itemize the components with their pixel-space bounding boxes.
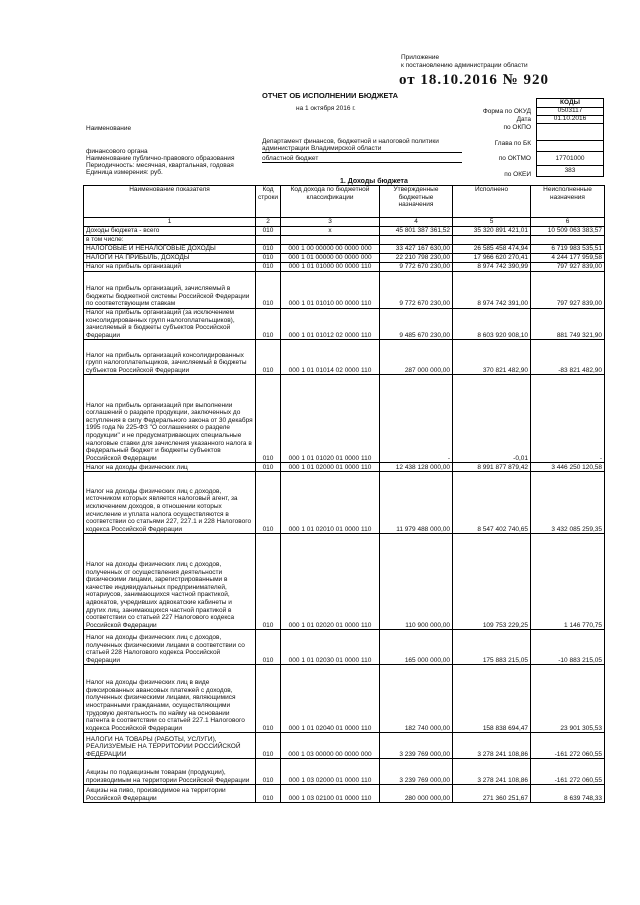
row-code: 000 1 00 00000 00 0000 000: [281, 245, 380, 254]
dept-line-1: Департамент финансов, бюджетной и налоговой политики: [262, 138, 439, 145]
table-row: [84, 630, 605, 665]
table-row: [84, 463, 605, 472]
date-value: 01.10.2016: [536, 115, 604, 124]
table-row: [84, 309, 605, 340]
row-done: 271 360 251,67: [453, 785, 531, 803]
table-row: [84, 272, 605, 309]
glava-label: Глава по БК: [494, 140, 531, 147]
row-name: Налог на доходы физических лиц с доходов, источником которых является налоговый агент, за исключением доходов, в отношении которых исчисление и уплата налога осуществляются в соответствии со статьями 227, 227.1 и 228 Налогового кодекса Российской Федерации: [84, 472, 256, 534]
row-name: НАЛОГОВЫЕ И НЕНАЛОГОВЫЕ ДОХОДЫ: [84, 245, 256, 254]
table-row: [84, 263, 605, 272]
table-row: [84, 785, 605, 803]
row-code: 000 1 01 01020 01 0000 110: [281, 375, 380, 463]
section-title: 1. Доходы бюджета: [340, 178, 408, 185]
row-approved: 3 239 769 000,00: [380, 759, 453, 785]
col-number: 4: [380, 218, 453, 227]
row-left: -: [531, 375, 605, 463]
row-approved: 9 485 670 230,00: [380, 309, 453, 340]
row-code: 000 1 01 02040 01 0000 110: [281, 665, 380, 733]
row-approved: 287 000 000,00: [380, 340, 453, 375]
row-name: Налог на прибыль организаций при выполнении соглашений о разделе продукции, заключенных до вступления в силу Федерального закона от 30 декабря 1995 года № 225-ФЗ "О соглашениях о разделе продукции" и не предусматривающих специальные налоговые ставки для зачисления указанного налога в федеральный бюджет и бюджеты субъектов Российской Федерации: [84, 375, 256, 463]
row-line: 010: [256, 375, 281, 463]
row-approved: -: [380, 375, 453, 463]
col-number: 6: [531, 218, 605, 227]
row-name: Налог на доходы физических лиц в виде фиксированных авансовых платежей с доходов, полученных физическими лицами, являющимися иностранными гражданами, осуществляющими трудовую деятельность по найму на основании патента в соответствии со статьей 227.1 Налогового кодекса Российской Федерации: [84, 665, 256, 733]
row-name: НАЛОГИ НА ПРИБЫЛЬ, ДОХОДЫ: [84, 254, 256, 263]
table-row: [84, 340, 605, 375]
row-done: 8 974 742 390,99: [453, 263, 531, 272]
row-approved: 110 900 000,00: [380, 534, 453, 630]
row-name: Налог на прибыль организаций (за исключением консолидированных групп налогоплательщиков), зачисляемый в бюджеты субъектов Российской Федерации: [84, 309, 256, 340]
row-done: 3 278 241 108,86: [453, 733, 531, 759]
row-line: 010: [256, 759, 281, 785]
row-approved: 9 772 670 230,00: [380, 263, 453, 272]
row-code: 000 1 01 01010 00 0000 110: [281, 272, 380, 309]
appendix-note: [401, 54, 528, 70]
okei-label: по ОКЕИ: [504, 171, 531, 178]
row-left: 797 927 839,00: [531, 263, 605, 272]
budget-name: областной бюджет: [262, 155, 462, 163]
row-line: 010: [256, 272, 281, 309]
row-done: 8 991 877 879,42: [453, 463, 531, 472]
row-done: 8 547 402 740,65: [453, 472, 531, 534]
row-line: 010: [256, 309, 281, 340]
row-done: 8 974 742 391,00: [453, 272, 531, 309]
row-done: -0,01: [453, 375, 531, 463]
row-approved: 22 210 798 230,00: [380, 254, 453, 263]
table-row: [84, 254, 605, 263]
forma-value: 0503117: [536, 107, 604, 116]
row-line: 010: [256, 472, 281, 534]
row-done: 3 278 241 108,86: [453, 759, 531, 785]
row-line: 010: [256, 785, 281, 803]
row-name: Налог на прибыль организаций консолидированных групп налогоплательщиков, зачисляемый в бюджеты субъектов Российской Федерации: [84, 340, 256, 375]
row-code: 000 1 01 02030 01 0000 110: [281, 630, 380, 665]
row-left: -161 272 060,55: [531, 733, 605, 759]
row-left: 1 146 770,75: [531, 534, 605, 630]
col-header-line: Код строки: [256, 186, 281, 218]
row-approved: 165 000 000,00: [380, 630, 453, 665]
row-name: Акцизы на пиво, производимое на территории Российской Федерации: [84, 785, 256, 803]
row-left: 3 446 250 120,58: [531, 463, 605, 472]
row-line: 010: [256, 227, 281, 236]
row-name: Налог на прибыль организаций: [84, 263, 256, 272]
report-date: на 1 октября 2016 г.: [296, 105, 356, 112]
meta-ppo: Наименование публично-правового образования: [86, 155, 235, 162]
oktmo-label: по ОКТМО: [498, 155, 531, 162]
col-number: 1: [84, 218, 256, 227]
row-approved: 12 438 128 000,00: [380, 463, 453, 472]
col-number: 5: [453, 218, 531, 227]
appendix-line-2: к постановлению администрации области: [401, 62, 528, 69]
table-row: [84, 236, 605, 245]
row-name: Доходы бюджета - всего: [84, 227, 256, 236]
row-line: 010: [256, 733, 281, 759]
row-code: x: [281, 227, 380, 236]
row-line: 010: [256, 340, 281, 375]
row-line: [256, 236, 281, 245]
row-left: 797 927 839,00: [531, 272, 605, 309]
table-row: [84, 375, 605, 463]
meta-naim: Наименование: [86, 125, 132, 132]
row-name: Налог на доходы физических лиц с доходов, полученных от осуществления деятельности физическими лицами, зарегистрированными в качестве индивидуальных предпринимателей, нотариусов, занимающихся частной практикой, адвокатов, учредивших адвокатские кабинеты и других лиц, занимающихся частной практикой в соответствии со статьей 227 Налогового кодекса Российской Федерации: [84, 534, 256, 630]
okpo-label: по ОКПО: [503, 124, 531, 131]
row-line: 010: [256, 665, 281, 733]
row-code: [281, 236, 380, 245]
row-left: 10 509 063 383,57: [531, 227, 605, 236]
revenue-table: [83, 185, 605, 803]
table-row: [84, 534, 605, 630]
col-header-approved: Утвержденные бюджетные назначения: [380, 186, 453, 218]
row-code: 000 1 01 02010 01 0000 110: [281, 472, 380, 534]
row-approved: 45 801 387 361,52: [380, 227, 453, 236]
row-name: Налог на доходы физических лиц: [84, 463, 256, 472]
row-approved: 280 000 000,00: [380, 785, 453, 803]
row-left: 23 901 305,53: [531, 665, 605, 733]
row-code: 000 1 01 00000 00 0000 000: [281, 254, 380, 263]
row-name: Налог на доходы физических лиц с доходов, полученных физическими лицами в соответствии со статьей 228 Налогового кодекса Российской Федерации: [84, 630, 256, 665]
row-code: 000 1 01 01000 00 0000 110: [281, 263, 380, 272]
row-name: в том числе:: [84, 236, 256, 245]
table-row: [84, 472, 605, 534]
glava-value: [536, 141, 604, 152]
table-row: [84, 733, 605, 759]
row-left: 4 244 177 959,58: [531, 254, 605, 263]
row-code: 000 1 03 00000 00 0000 000: [281, 733, 380, 759]
row-approved: 11 979 488 000,00: [380, 472, 453, 534]
col-header-left: Неисполненные назначения: [531, 186, 605, 218]
row-done: 26 585 458 474,94: [453, 245, 531, 254]
table-row: [84, 759, 605, 785]
row-line: 010: [256, 463, 281, 472]
row-code: 000 1 03 02000 01 0000 110: [281, 759, 380, 785]
row-done: 17 966 620 270,41: [453, 254, 531, 263]
row-name: Налог на прибыль организаций, зачисляемый в бюджеты бюджетной системы Российской Федерации по соответствующим ставкам: [84, 272, 256, 309]
table-row: [84, 245, 605, 254]
row-approved: 3 239 769 000,00: [380, 733, 453, 759]
codes-header: КОДЫ: [536, 98, 604, 108]
report-title: ОТЧЕТ ОБ ИСПОЛНЕНИИ БЮДЖЕТА: [262, 91, 399, 100]
row-line: 010: [256, 254, 281, 263]
row-left: 8 639 748,33: [531, 785, 605, 803]
table-body: [84, 227, 605, 803]
forma-label: Форма по ОКУД: [482, 108, 531, 115]
dept-line-2: администрации Владимирской области: [262, 145, 462, 153]
row-code: 000 1 01 01014 02 0000 110: [281, 340, 380, 375]
row-approved: 182 740 000,00: [380, 665, 453, 733]
decree-stamp: от 18.10.2016 № 920: [399, 72, 549, 88]
row-done: 175 883 215,05: [453, 630, 531, 665]
row-approved: 9 772 670 230,00: [380, 272, 453, 309]
row-name: Акцизы по подакцизным товарам (продукции), производимым на территории Российской Федерации: [84, 759, 256, 785]
table-row: [84, 227, 605, 236]
col-number-row: [84, 218, 605, 227]
col-header-done: Исполнено: [453, 186, 531, 218]
row-left: [531, 236, 605, 245]
row-done: 158 838 694,47: [453, 665, 531, 733]
col-number: 2: [256, 218, 281, 227]
row-done: 109 753 229,25: [453, 534, 531, 630]
appendix-line-1: Приложение: [401, 54, 440, 61]
row-done: [453, 236, 531, 245]
okei-value: 383: [536, 166, 604, 177]
meta-period: Периодичность: месячная, квартальная, годовая: [86, 162, 234, 169]
row-done: 8 603 920 908,10: [453, 309, 531, 340]
meta-fin-organ: финансового органа: [86, 148, 148, 155]
row-line: 010: [256, 630, 281, 665]
oktmo-value: 17701000: [536, 152, 604, 166]
row-approved: [380, 236, 453, 245]
row-left: -83 821 482,90: [531, 340, 605, 375]
row-left: -10 883 215,05: [531, 630, 605, 665]
row-name: НАЛОГИ НА ТОВАРЫ (РАБОТЫ, УСЛУГИ), РЕАЛИЗУЕМЫЕ НА ТЕРРИТОРИИ РОССИЙСКОЙ ФЕДЕРАЦИИ: [84, 733, 256, 759]
row-left: 881 749 321,90: [531, 309, 605, 340]
meta-unit: Единица измерения: руб.: [86, 169, 163, 176]
row-done: 35 320 891 421,01: [453, 227, 531, 236]
row-line: 010: [256, 534, 281, 630]
row-left: 3 432 085 259,35: [531, 472, 605, 534]
okpo-value: [536, 123, 604, 141]
col-header-code: Код дохода по бюджетной классификации: [281, 186, 380, 218]
col-number: 3: [281, 218, 380, 227]
row-left: 6 719 983 535,51: [531, 245, 605, 254]
col-header-name: Наименование показателя: [84, 186, 256, 218]
row-left: -161 272 060,55: [531, 759, 605, 785]
row-code: 000 1 03 02100 01 0000 110: [281, 785, 380, 803]
table-row: [84, 665, 605, 733]
row-code: 000 1 01 02000 01 0000 110: [281, 463, 380, 472]
row-code: 000 1 01 01012 02 0000 110: [281, 309, 380, 340]
table-header-row: [84, 186, 605, 218]
row-approved: 33 427 167 630,00: [380, 245, 453, 254]
row-line: 010: [256, 263, 281, 272]
row-done: 370 821 482,90: [453, 340, 531, 375]
row-code: 000 1 01 02020 01 0000 110: [281, 534, 380, 630]
row-line: 010: [256, 245, 281, 254]
date-label: Дата: [516, 116, 531, 123]
